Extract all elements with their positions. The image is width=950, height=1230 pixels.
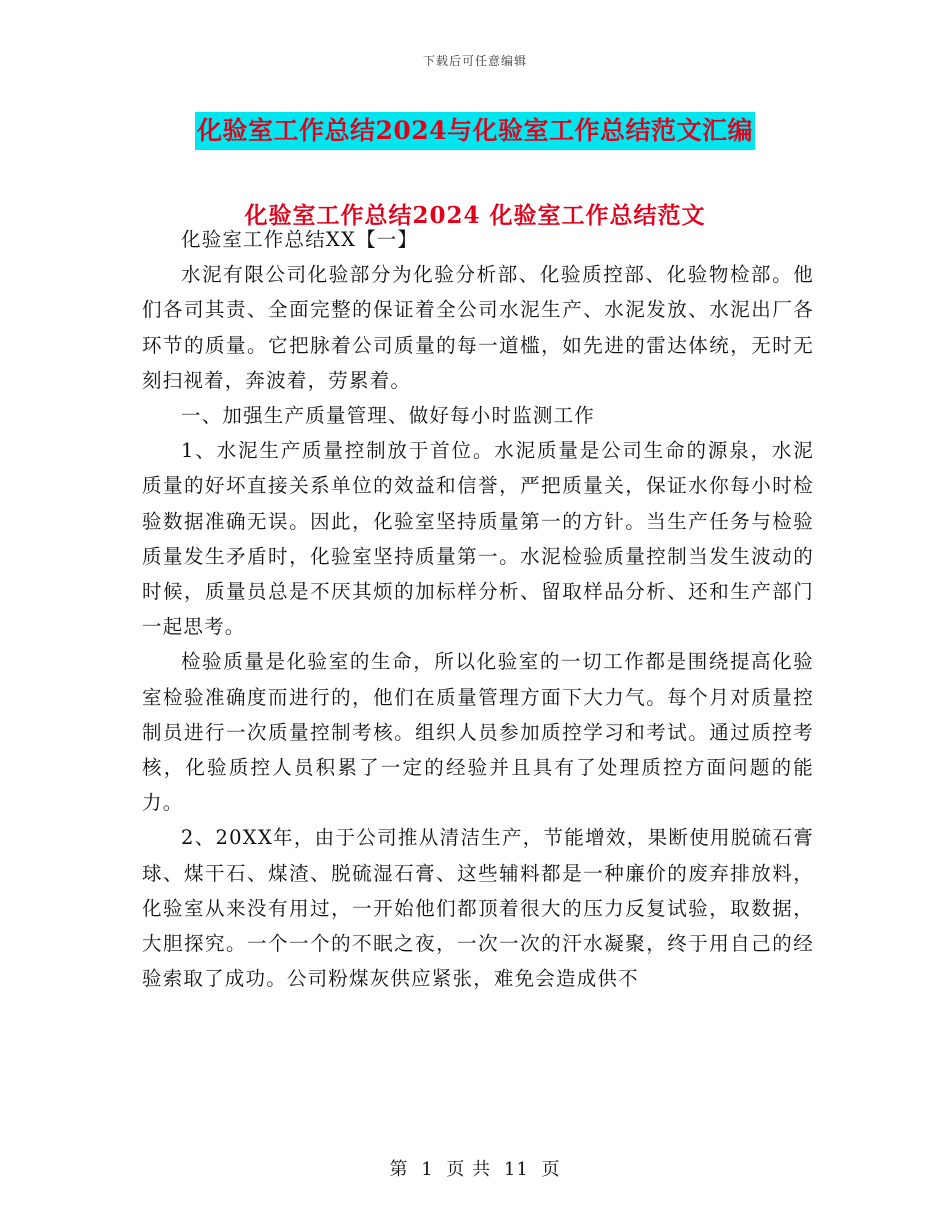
paragraph-item-2: 2、20XX年，由于公司推从清洁生产，节能增效，果断使用脱硫石膏球、煤干石、煤渣、脱硫湿石膏、这些辅料都是一种廉价的废弃排放料，化验室从来没有用过，一开始他们都顶着很大的压力反复试验，取数据，大胆探究。一个一个的不眠之夜，一次一次的汗水凝聚，终于用自己的经验索取了成功。公司粉煤灰供应紧张，难免会造成供不 xyxy=(142,826,814,991)
paragraph-intro: 水泥有限公司化验部分为化验分析部、化验质控部、化验物检部。他们各司其责、全面完整的保证着全公司水泥生产、水泥发放、水泥出厂各环节的质量。它把脉着公司质量的每一道槛，如先进的雷达体统，无时无刻扫视着，奔波着，劳累着。 xyxy=(142,263,814,392)
paragraph-inspection: 检验质量是化验室的生命，所以化验室的一切工作都是围绕提高化验室检验准确度而进行的，他们在质量管理方面下大力气。每个月对质量控制员进行一次质量控制考核。组织人员参加质控学习和考试。通过质控考核，化验质控人员积累了一定的经验并且具有了处理质控方面问题的能力。 xyxy=(142,650,814,815)
section-heading-quality: 一、加强生产质量管理、做好每小时监测工作 xyxy=(181,404,596,428)
document-title: 化验室工作总结2024与化验室工作总结范文汇编 xyxy=(195,112,755,150)
page-header-note: 下载后可任意编辑 xyxy=(422,54,527,68)
document-body xyxy=(142,222,814,996)
section-heading-one: 化验室工作总结XX【一】 xyxy=(181,228,419,251)
footer-page-number: 1 xyxy=(421,1159,434,1180)
footer-total-pages: 11 xyxy=(503,1159,529,1180)
footer-middle: 页 共 xyxy=(446,1159,492,1180)
document-subtitle: 化验室工作总结2024 化验室工作总结范文 xyxy=(244,202,706,229)
paragraph-item-1: 1、水泥生产质量控制放于首位。水泥质量是公司生命的源泉，水泥质量的好坏直接关系单位的效益和信誉，严把质量关，保证水你每小时检验数据准确无误。因此，化验室坚持质量第一的方针。当生产任务与检验质量发生矛盾时，化验室坚持质量第一。水泥检验质量控制当发生波动的时候，质量员总是不厌其烦的加标样分析、留取样品分析、还和生产部门一起思考。 xyxy=(142,439,814,639)
footer-prefix: 第 xyxy=(389,1159,409,1180)
page-footer xyxy=(0,1155,950,1181)
main-title-container xyxy=(0,112,950,150)
footer-suffix: 页 xyxy=(541,1159,561,1180)
